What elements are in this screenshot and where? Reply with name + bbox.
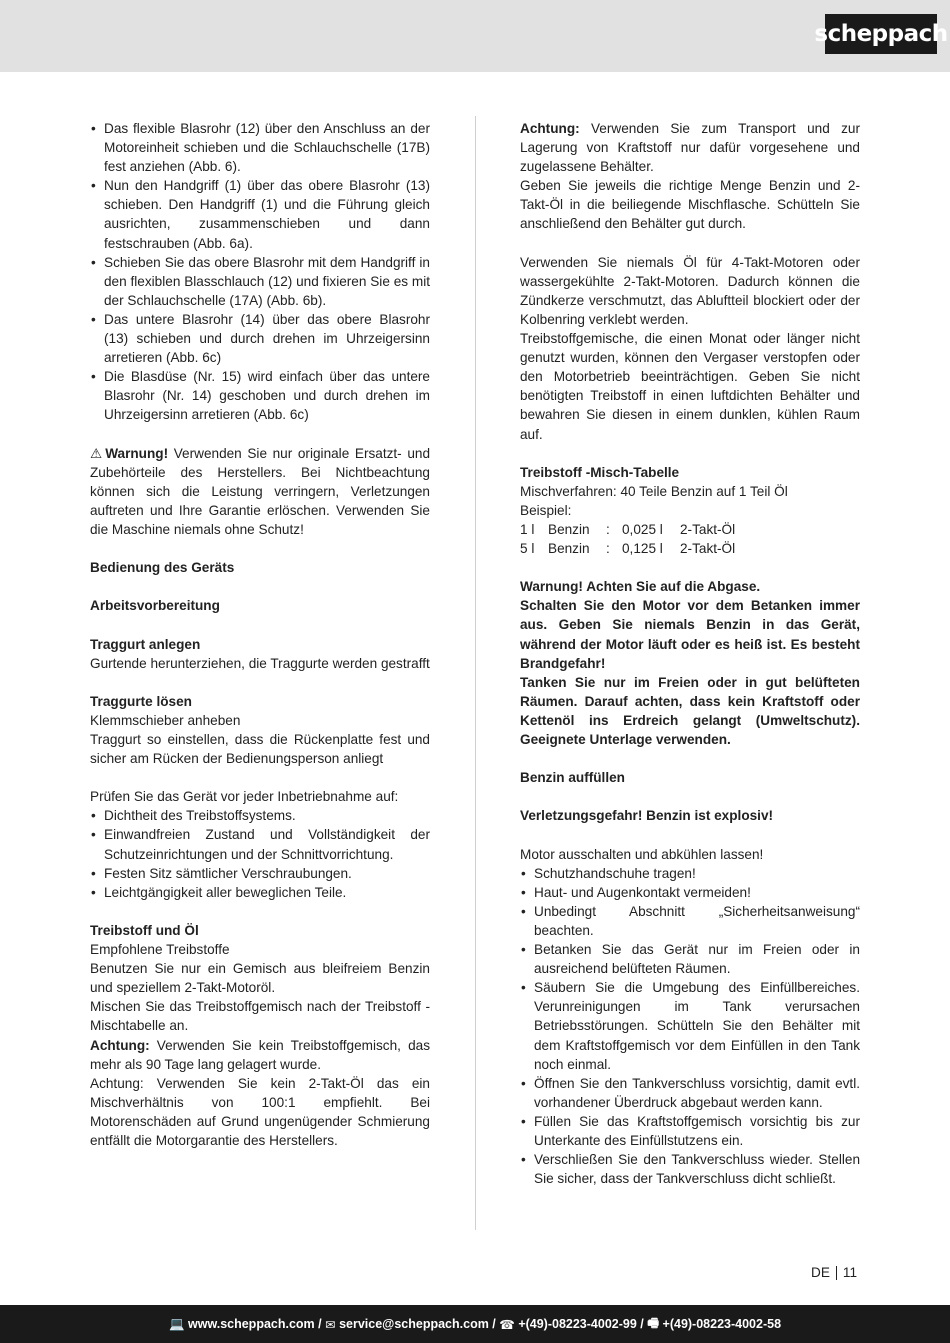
strap-off-line2: Traggurt so einstellen, dass die Rückenplatte fest und sicher am Rücken der Bedienungsperson anliegt	[90, 732, 430, 767]
list-item: • Einwandfreien Zustand und Vollständigkeit der Schutzeinrichtungen und der Schnittvorrichtung.	[90, 825, 430, 863]
page-divider	[836, 1266, 837, 1280]
heading-mix-table: Treibstoff -Misch-Tabelle	[520, 464, 680, 480]
warning-text: Verwenden Sie nur originale Ersatzt- und Zubehörteile des Herstellers. Bei Nichtbeachtung können sich die Leistung verringern, Verletzungen auftreten und Ihre Garantie erlöschen. Verwenden Sie die Maschine niemals ohne Schutz!	[90, 445, 430, 537]
transport-text: Verwenden Sie zum Transport und zur Lagerung von Kraftstoff nur dafür vorgesehene und zugelassene Behälter.	[520, 121, 860, 175]
transport-paragraph	[520, 119, 860, 176]
list-item: • Das untere Blasrohr (14) über das obere Blasrohr (13) schieben und durch drehen im Uhrzeigersinn arretieren (Abb. 6c)	[90, 310, 430, 367]
refuel-intro: Motor ausschalten und abkühlen lassen!	[520, 846, 764, 862]
heading-operation: Bedienung des Geräts	[90, 560, 235, 576]
mix-oil: 2-Takt-Öl	[680, 521, 736, 537]
mix-separator: :	[606, 521, 610, 537]
heading-strap-on: Traggurt anlegen	[90, 636, 201, 652]
list-item: • Dichtheit des Treibstoffsystems.	[90, 806, 430, 825]
example-label: Beispiel:	[520, 502, 572, 518]
heading-preparation: Arbeitsvorbereitung	[90, 598, 220, 614]
check-list	[90, 806, 430, 901]
list-item: • Haut- und Augenkontakt vermeiden!	[520, 883, 860, 902]
computer-icon: 💻	[168, 1316, 185, 1331]
transport-label: Achtung:	[520, 121, 580, 136]
footer-contact-bar	[0, 1305, 950, 1343]
attention-paragraph-1	[90, 1036, 430, 1074]
column-divider	[475, 116, 476, 1230]
fuel-recommended: Empfohlene Treibstoffe	[90, 942, 230, 958]
list-item: • Unbedingt Abschnitt „Sicherheitsanweisung“ beachten.	[520, 902, 860, 940]
mix-fuel: Benzin	[548, 521, 590, 537]
mix-oil-qty: 0,025 l	[622, 521, 663, 537]
exhaust-warning-p2: Tanken Sie nur im Freien oder in gut belüfteten Räumen. Darauf achten, dass kein Kraftstoff oder Kettenöl ins Erdreich gelangt (Umweltschutz). Geeignete Unterlage verwenden.	[520, 674, 860, 747]
fax-icon: 🖷	[647, 1315, 660, 1330]
list-item: • Die Blasdüse (Nr. 15) wird einfach über das untere Blasrohr (Nr. 14) geschoben und durch drehen im Uhrzeigersinn arretieren (Abb. 6c)	[90, 367, 430, 424]
heading-fuel-oil: Treibstoff und Öl	[90, 922, 199, 938]
mix-oil: 2-Takt-Öl	[680, 541, 736, 557]
fuel-paragraph-2: Mischen Sie das Treibstoffgemisch nach der Treibstoff -Mischtabelle an.	[90, 999, 430, 1034]
mix-separator: :	[606, 541, 610, 557]
mixtures-paragraph: Treibstoffgemische, die einen Monat oder länger nicht genutzt wurden, können den Vergaser verstopfen oder den Motorbetrieb beeinträchtigen. Geben Sie nicht benötigten Treibstoff in einen luftdichten Behälter und bewahren Sie diesen in einem dunklen, kühlen Raum auf.	[520, 331, 860, 442]
heading-refuel: Benzin auffüllen	[520, 770, 625, 786]
transport-paragraph-2: Geben Sie jeweils die richtige Menge Benzin und 2-Takt-Öl in die beiliegende Mischflasche. Schütteln Sie anschließend den Behälter gut durch.	[520, 178, 860, 232]
header-band	[0, 0, 950, 72]
mix-table-row	[520, 539, 860, 558]
strap-off-line1: Klemmschieber anheben	[90, 712, 241, 728]
exhaust-warning-title: Warnung! Achten Sie auf die Abgase.	[520, 579, 761, 595]
fuel-paragraph-1: Benutzen Sie nur ein Gemisch aus bleifreiem Benzin und speziellem 2-Takt-Motoröl.	[90, 961, 430, 996]
attention-text: Verwenden Sie kein Treibstoffgemisch, das mehr als 90 Tage lang gelagert wurde.	[90, 1037, 430, 1072]
list-item: • Festen Sitz sämtlicher Verschraubungen.	[90, 864, 430, 883]
footer-separator: /	[636, 1317, 648, 1331]
warning-paragraph	[90, 444, 430, 539]
footer-separator: /	[314, 1317, 326, 1331]
list-item: • Säubern Sie die Umgebung des Einfüllbereiches. Verunreinigungen im Tank verursachen Betriebsstörungen. Schütteln Sie den Behälter mit dem Kraftstoffgemisch vor dem Einfüllen in den Tank noch einmal.	[520, 978, 860, 1073]
mix-method: Mischverfahren: 40 Teile Benzin auf 1 Teil Öl	[520, 483, 788, 499]
warning-triangle-icon: ⚠	[90, 445, 103, 461]
warning-label: Warnung!	[105, 445, 169, 461]
list-item: • Verschließen Sie den Tankverschluss wieder. Stellen Sie sicher, dass der Tankverschluss dicht schließt.	[520, 1150, 860, 1188]
assembly-steps-list	[90, 119, 430, 425]
list-item: • Leichtgängigkeit aller beweglichen Teile.	[90, 883, 430, 902]
mix-qty: 1 l	[520, 521, 535, 537]
page-number-value: 11	[842, 1265, 858, 1280]
left-column	[90, 119, 430, 1150]
attention-label: Achtung:	[90, 1037, 150, 1053]
footer-email[interactable]: service@scheppach.com	[339, 1317, 489, 1331]
list-item: • Schutzhandschuhe tragen!	[520, 864, 860, 883]
page-number	[811, 1265, 857, 1280]
phone-icon: ☎	[499, 1317, 515, 1332]
footer-fax: +(49)-08223-4002-58	[662, 1317, 782, 1331]
exhaust-warning-p1: Schalten Sie den Motor vor dem Betanken immer aus. Geben Sie niemals Benzin in das Gerät, während der Motor läuft oder es heiß ist. Es besteht Brandgefahr!	[520, 598, 860, 671]
right-column	[520, 119, 860, 1188]
list-item: • Füllen Sie das Kraftstoffgemisch vorsichtig bis zur Unterkante des Einfüllstutzens ein.	[520, 1112, 860, 1150]
heading-strap-off: Traggurte lösen	[90, 693, 192, 709]
mail-icon: ✉	[325, 1317, 336, 1332]
footer-separator: /	[488, 1317, 500, 1331]
page-language: DE	[811, 1265, 830, 1280]
footer-phone[interactable]: +(49)-08223-4002-99	[518, 1317, 637, 1331]
never-oil-paragraph: Verwenden Sie niemals Öl für 4-Takt-Motoren oder wassergekühlte 2-Takt-Motoren. Dadurch können die Zündkerze verschmutzt, das Abluftteil blockiert oder der Kolbenring verklebt werden.	[520, 254, 860, 327]
list-item: • Nun den Handgriff (1) über das obere Blasrohr (13) schieben. Den Handgriff (1) und die Führung gleich ausrichten, zusammenschieben und dann festschrauben (Abb. 6a).	[90, 176, 430, 252]
footer-website[interactable]: www.scheppach.com	[188, 1317, 315, 1331]
scheppach-logo: scheppach	[825, 14, 937, 54]
attention-paragraph-2: Achtung: Verwenden Sie kein 2-Takt-Öl das ein Mischverhältnis von 100:1 empfiehlt. Bei Motorenschäden auf Grund ungenügender Schmierung entfällt die Motorgarantie des Herstellers.	[90, 1075, 430, 1148]
mix-fuel: Benzin	[548, 541, 590, 557]
refuel-list	[520, 864, 860, 1189]
mix-table-row	[520, 520, 860, 539]
list-item: • Öffnen Sie den Tankverschluss vorsichtig, damit evtl. vorhandener Überdruck abgebaut werden kann.	[520, 1074, 860, 1112]
mix-qty: 5 l	[520, 541, 535, 557]
list-item: • Betanken Sie das Gerät nur im Freien oder in ausreichend belüfteten Räumen.	[520, 940, 860, 978]
heading-injury: Verletzungsgefahr! Benzin ist explosiv!	[520, 808, 774, 824]
strap-on-text: Gurtende herunterziehen, die Traggurte werden gestrafft	[90, 655, 430, 671]
mix-oil-qty: 0,125 l	[622, 541, 663, 557]
list-item: • Das flexible Blasrohr (12) über den Anschluss an der Motoreinheit schieben und die Schlauchschelle (17B) fest anziehen (Abb. 6).	[90, 119, 430, 176]
list-item: • Schieben Sie das obere Blasrohr mit dem Handgriff in den flexiblen Blasschlauch (12) und fixieren Sie es mit der Schlauchschelle (17A) (Abb. 6b).	[90, 253, 430, 310]
check-intro: Prüfen Sie das Gerät vor jeder Inbetriebnahme auf:	[90, 789, 399, 805]
